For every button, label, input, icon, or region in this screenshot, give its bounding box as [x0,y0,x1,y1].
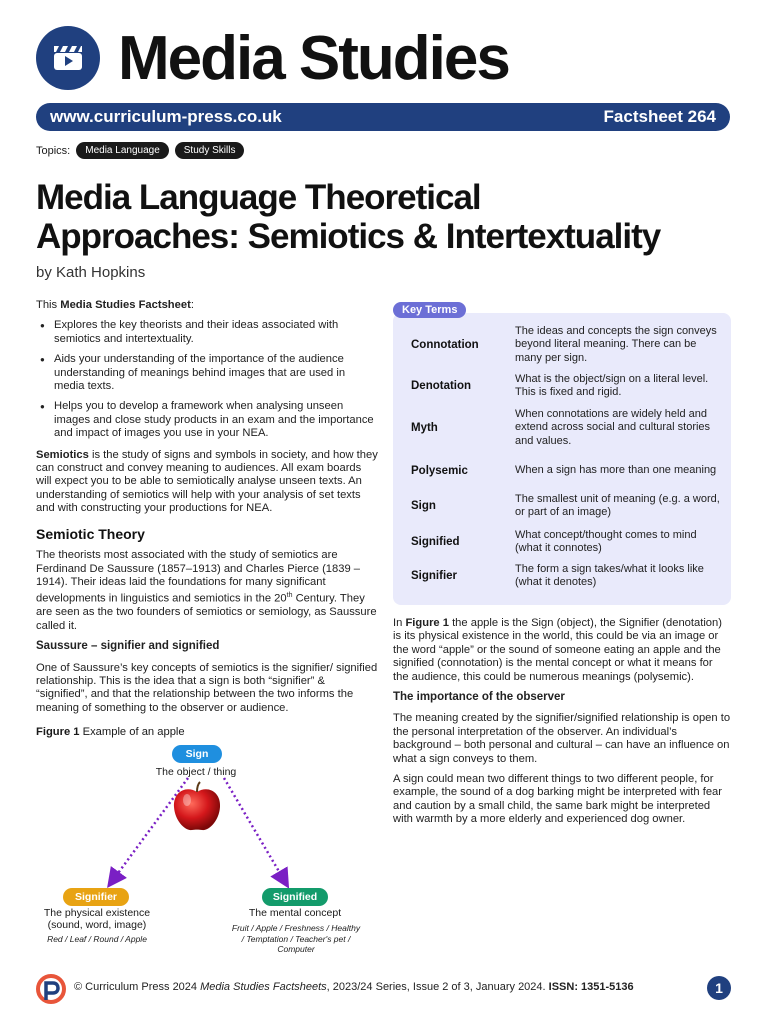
figure-caption: Figure 1 Example of an apple [36,726,185,738]
topic-pill: Media Language [76,142,169,159]
key-term-row: Signified What concept/thought comes to mind (what it connotes) [411,528,697,554]
saussure-paragraph: One of Saussure’s key concepts of semiotics is the signifier/ signified relationship. This is the idea that a sign is both “signifier” & “signified”, and that the relationship between the two informs the meaning of something to the observer or audience. [36,661,378,714]
intro-bullets [40,319,378,440]
observer-paragraph: A sign could mean two different things to two different people, for example, the sound of a dog barking might be interpreted with fear and caution by a small child, the same bark might be interpreted with warmth by a more elderly and experienced dog owner. [393,773,722,826]
site-url[interactable]: www.curriculum-press.co.uk [50,107,282,126]
signifier-text: The physical existence (sound, word, image) [43,907,151,931]
topic-pill: Study Skills [175,142,245,159]
curriculum-press-logo-icon [36,974,66,1004]
observer-paragraph: The meaning created by the signifier/signified relationship is open to the personal interpretation of the observer. An individual’s background – both personal and cultural – can have an influence on what a sign conveys to them. [393,712,731,765]
topics-label: Topics: [36,144,71,157]
title-line: Media Language Theoretical [36,178,481,217]
signified-text: The mental concept [248,907,342,919]
topics-row [36,142,244,159]
list-item: ● Helps you to develop a framework when analysing unseen images and close study products in an exam and the importance and impact of images you use in your NEA. [40,400,378,440]
factsheet-number: Factsheet 264 [603,107,716,126]
key-term-row: Connotation The ideas and concepts the sign conveys beyond literal meaning. There can be many per sign. [411,325,717,364]
footer-citation: © Curriculum Press 2024 Media Studies Factsheets, 2023/24 Series, Issue 2 of 3, January 2024. ISSN: 1351-5136 [74,981,634,993]
intro-lead: This Media Studies Factsheet: [36,299,194,311]
sign-pill: Sign [172,745,222,763]
title-line: Approaches: Semiotics & Intertextuality [36,217,661,256]
page-number: 1 [707,976,731,1000]
key-term-row: Myth When connotations are widely held and extend across social and cultural stories and values. [411,408,711,447]
brand-title: Media Studies [118,24,509,93]
figure-explanation: In Figure 1 the apple is the Sign (object), the Signifier (denotation) is its physical existence in the world, this could be via an image or the word “apple” or the sound of someone eating an apple and the signified (connotation) is the mental concept or what it means for the audience, this could be numerous meanings (polysemic). [393,617,722,683]
signifier-examples: Red / Leaf / Round / Apple [47,934,147,944]
key-term-row: Polysemic When a sign has more than one meaning [411,464,717,477]
key-terms-label: Key Terms [393,302,466,318]
key-terms-box [393,313,731,605]
signified-pill: Signified [262,888,328,906]
clapperboard-icon [36,26,100,90]
apple-icon [170,780,224,832]
signifier-pill: Signifier [63,888,129,906]
key-term-row: Signifier The form a sign takes/what it looks like (what it denotes) [411,562,704,588]
subheading: The importance of the observer [393,691,565,704]
signified-examples: Fruit / Apple / Freshness / Healthy / Temptation / Teacher's pet / Computer [231,923,361,954]
subheading: Saussure – signifier and signified [36,640,220,653]
key-term-row: Denotation What is the object/sign on a literal level. This is fixed and rigid. [411,372,709,398]
list-item: ● Aids your understanding of the importance of the audience understanding of meanings behind images that are used in media texts. [40,353,378,393]
right-column [393,617,731,834]
left-column [36,299,378,722]
url-bar [36,103,730,131]
section-heading: Semiotic Theory [36,525,145,542]
byline: by Kath Hopkins [36,264,146,281]
figure-diagram [36,726,378,956]
key-term-row: Sign The smallest unit of meaning (e.g. a word, or part of an image) [411,492,720,518]
page-title [36,178,746,256]
list-item: ● Explores the key theorists and their ideas associated with semiotics and intertextuality. [40,319,378,346]
semiotics-definition: Semiotics is the study of signs and symbols in society, and how they can construct and convey meaning to audiences. All exam boards will expect you to be able to semiotically analyse unseen texts. An understanding of semiotics will help with your analysis of set texts and with constructing your productions for NEA. [36,448,378,515]
theorists-paragraph: The theorists most associated with the study of semiotics are Ferdinand De Saussure (1857–1913) and Charles Pierce (1839 –1914). Their ideas laid the foundations for many significant developments in linguistics and semiotics in the 20th Century. They are seen as the two founders of semiotics or semiology, as Saussure called it. [36,549,377,632]
arrow-to-signified [224,778,284,880]
sign-text: The object / thing [155,766,237,778]
